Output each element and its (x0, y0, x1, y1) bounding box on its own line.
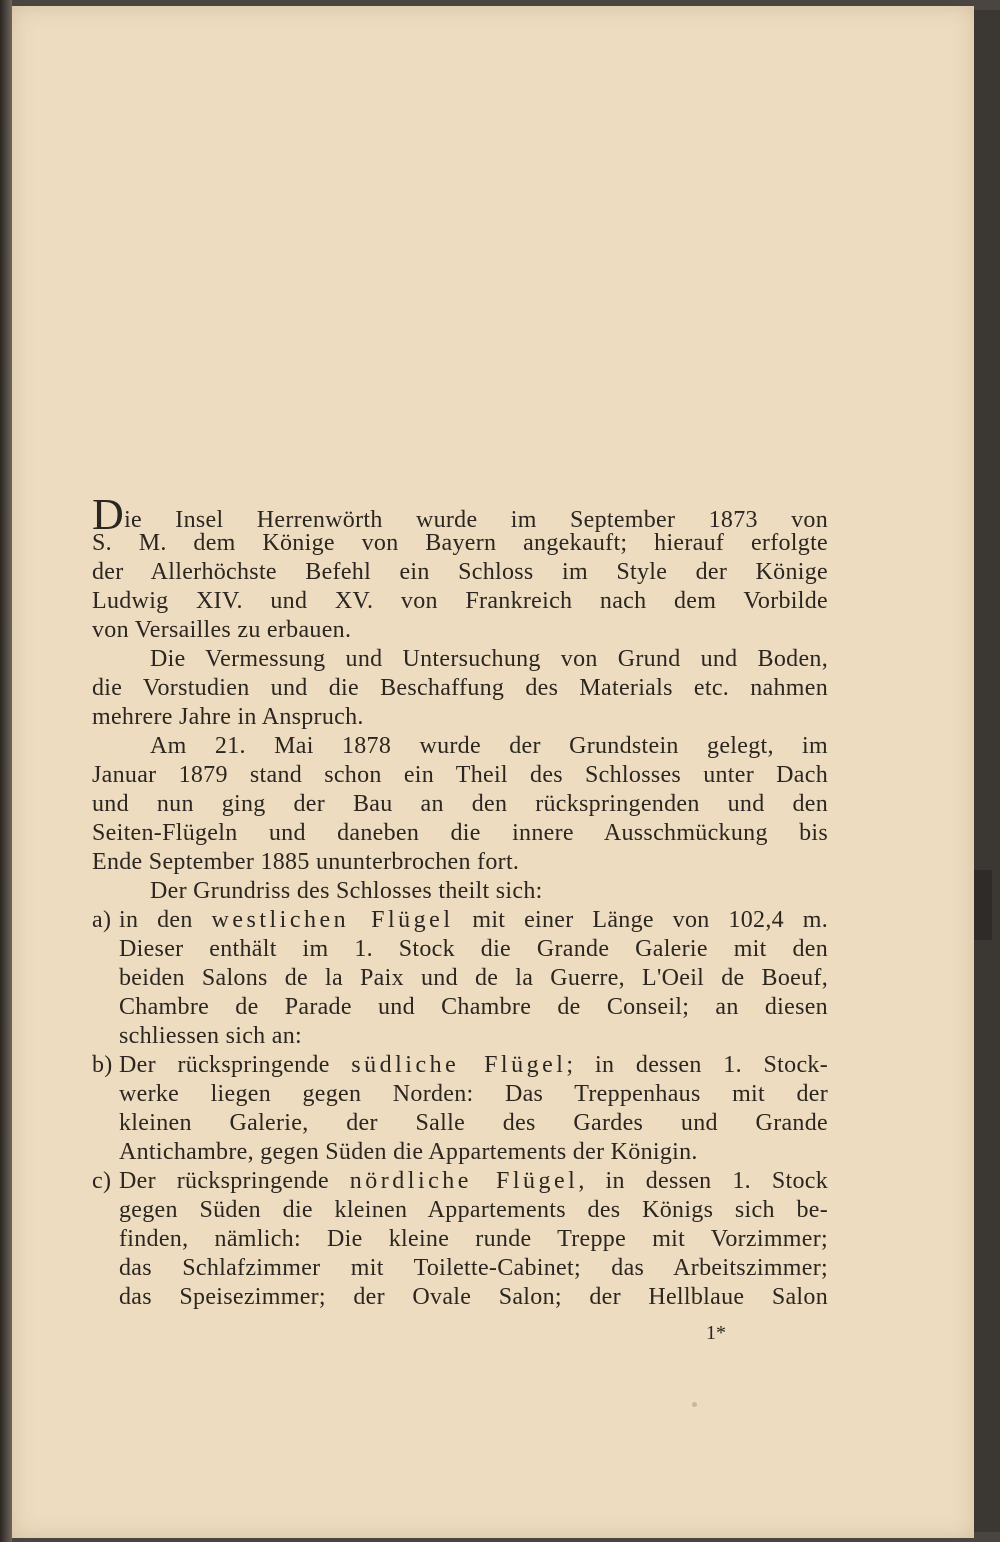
spaced-emphasis: südliche Flügel (351, 1052, 567, 1078)
text-line: Antichambre, gegen Süden die Appartements der Königin. (119, 1139, 698, 1165)
text-line: Der Grundriss des Schlosses theilt sich: (150, 878, 543, 904)
text-line: und nun ging der Bau an den rückspringenden und den (92, 791, 828, 817)
text-line: das Speisezimmer; der Ovale Salon; der Hellblaue Salon (119, 1284, 828, 1310)
text-line: Seiten-Flügeln und daneben die innere Ausschmückung bis (92, 820, 828, 846)
text-line: Januar 1879 stand schon ein Theil des Schlosses unter Dach (92, 762, 828, 788)
list-item-c (92, 1167, 828, 1312)
text-line: gegen Süden die kleinen Appartements des Königs sich be- (119, 1197, 828, 1223)
text-line: das Schlafzimmer mit Toilette-Cabinet; das Arbeitszimmer; (119, 1255, 828, 1281)
text-line: schliessen sich an: (119, 1023, 302, 1049)
page-text (92, 490, 829, 1312)
text-line: Ludwig XIV. und XV. von Frankreich nach dem Vorbilde (92, 588, 828, 614)
text-line: Die Insel Herrenwörth wurde im September 1873 von (92, 490, 828, 539)
text-line: Dieser enthält im 1. Stock die Grande Galerie mit den (119, 936, 828, 962)
spaced-emphasis: nördliche Flügel (349, 1168, 579, 1194)
text-line: werke liegen gegen Norden: Das Treppenhaus mit der (119, 1081, 828, 1107)
list-item-b (92, 1051, 828, 1167)
list-label: a) (92, 907, 112, 933)
text-line: c) Der rückspringende nördliche Flügel, in dessen 1. Stock (92, 1168, 829, 1194)
text-line: finden, nämlich: Die kleine runde Treppe mit Vorzimmer; (119, 1226, 828, 1252)
text-line: S. M. dem Könige von Bayern angekauft; hierauf erfolgte (92, 530, 828, 556)
text-line: mehrere Jahre in Anspruch. (92, 704, 364, 730)
spaced-emphasis: westlichen Flügel (211, 907, 454, 933)
paper-speck (692, 1402, 697, 1407)
page-number: 1* (706, 1322, 726, 1344)
text-line: a) in den westlichen Flügel mit einer Länge von 102,4 m. (92, 907, 829, 933)
text-line: Ende September 1885 ununterbrochen fort. (92, 849, 520, 875)
book-spine-edge (0, 0, 12, 1542)
drop-cap-initial: D (92, 490, 125, 539)
text-line: Die Vermessung und Untersuchung von Grund und Boden, (150, 646, 828, 672)
list-label: c) (92, 1168, 112, 1194)
text-line: kleinen Galerie, der Salle des Gardes und Grande (119, 1110, 828, 1136)
list-label: b) (92, 1052, 113, 1078)
text-line: Chambre de Parade und Chambre de Conseil; an diesen (119, 994, 828, 1020)
list-item-a (92, 906, 828, 1051)
text-line: die Vorstudien und die Beschaffung des Materials etc. nahmen (92, 675, 828, 701)
text-line: b) Der rückspringende südliche Flügel; in dessen 1. Stock- (92, 1052, 828, 1078)
text-line: der Allerhöchste Befehl ein Schloss im Style der Könige (92, 559, 828, 585)
text-line: von Versailles zu erbauen. (92, 617, 352, 643)
text-line: beiden Salons de la Paix und de la Guerre, L'Oeil de Boeuf, (119, 965, 828, 991)
text-line: Am 21. Mai 1878 wurde der Grundstein gelegt, im (150, 733, 828, 759)
